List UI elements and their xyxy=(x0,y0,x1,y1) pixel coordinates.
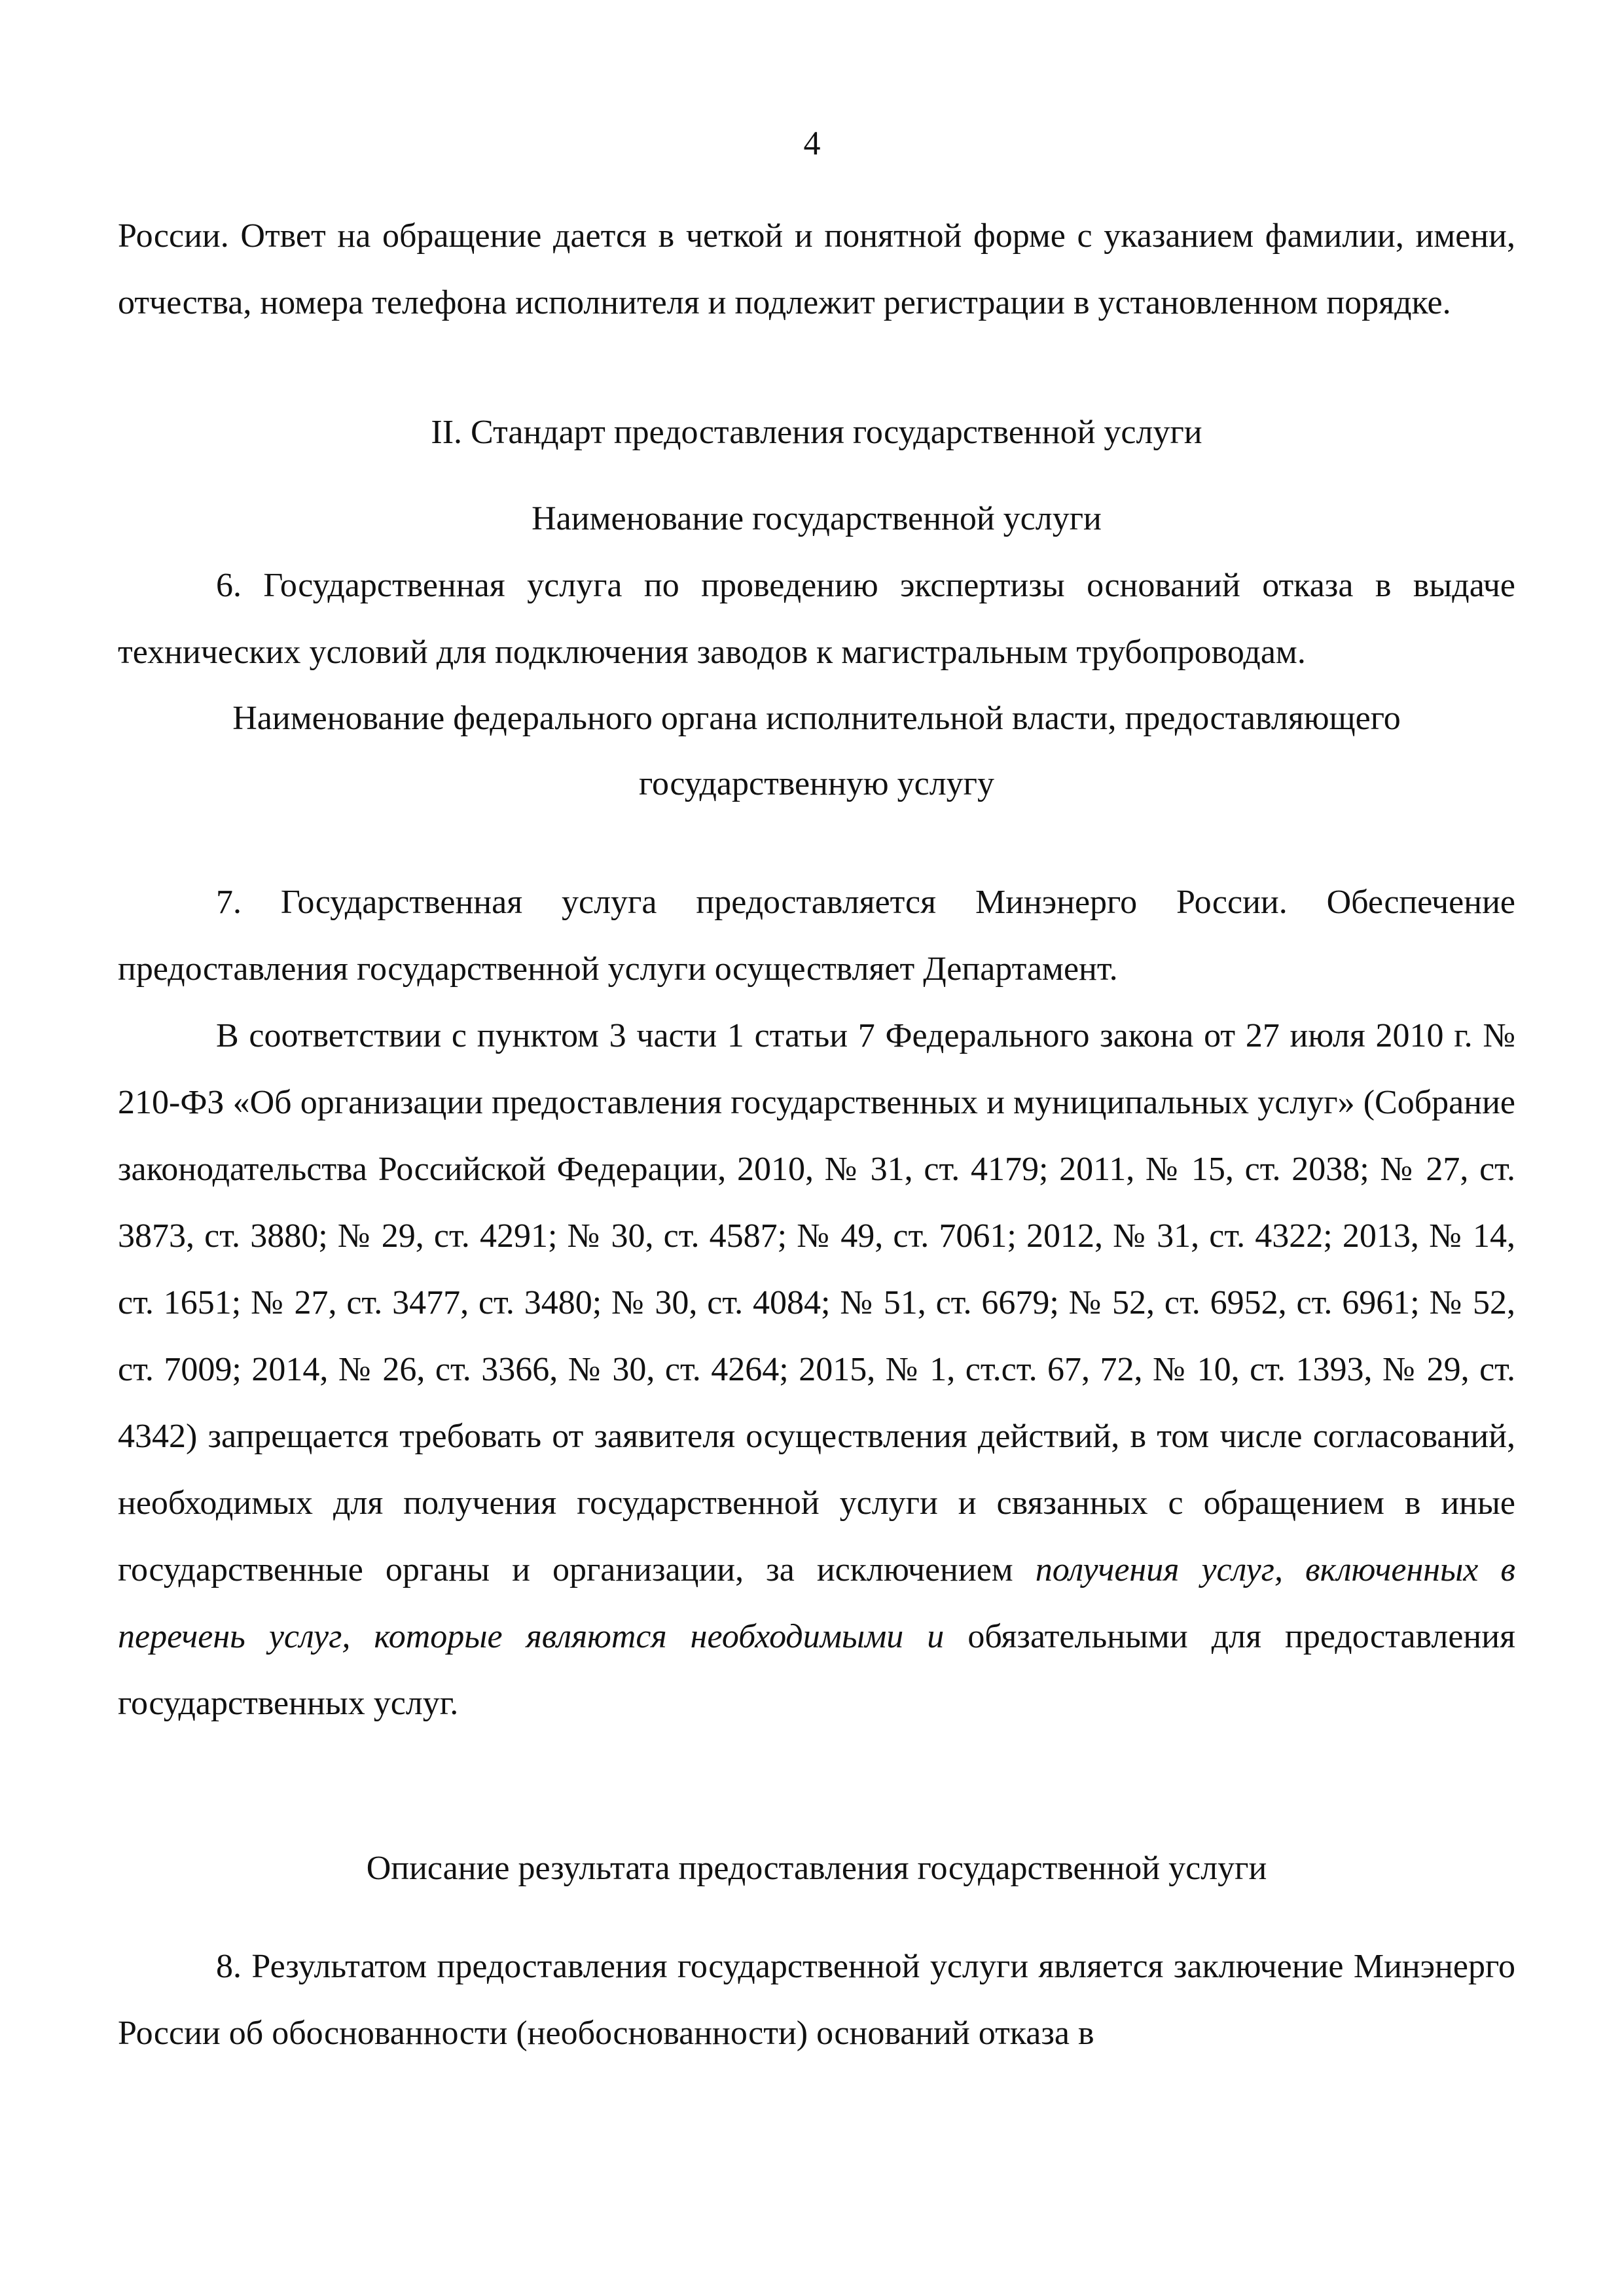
heading-result: Описание результата предоставления государственной услуги xyxy=(366,1850,1267,1887)
paragraph-law-main: В соответствии с пунктом 3 части 1 статьи 7 Федерального закона от 27 июля 2010 г. № 210-ФЗ «Об организации предоставления государственных и муниципальных услуг» (Собрание законодательства Российской Федерации, 2010, № 31, ст. 4179; 2011, № 15, ст. 2038; № 27, ст. 3873, ст. 3880; № 29, ст. 4291; № 30, ст. 4587; № 49, ст. 7061; 2012, № 31, ст. 4322; 2013, № 14, ст. 1651; № 27, ст. 3477, ст. 3480; № 30, ст. 4084; № 51, ст. 6679; № 52, ст. 6952, ст. 6961; № 52, ст. 7009; 2014, № 26, ст. 3366, № 30, ст. 4264; 2015, № 1, ст.ст. 67, 72, № 10, ст. 1393, № 29, ст. 4342) запрещается требовать от заявителя осуществления действий, в том числе согласований, необходимых для получения государственной услуги и связанных с обращением в иные государственные органы и организации, за исключением xyxy=(118,1017,1515,1588)
paragraph-law xyxy=(118,1003,1515,1737)
paragraph-7: 7. Государственная услуга предоставляется Минэнерго России. Обеспечение предоставления государственной услуги осуществляет Департамент. xyxy=(118,884,1515,988)
page-number: 4 xyxy=(803,125,821,162)
paragraph-intro: России. Ответ на обращение дается в четкой и понятной форме с указанием фамилии, имени, отчества, номера телефона исполнителя и подлежит регистрации в установленном порядке. xyxy=(118,217,1515,321)
paragraph-8: 8. Результатом предоставления государственной услуги является заключение Минэнерго России об обоснованности (необоснованности) оснований отказа в xyxy=(118,1948,1515,2052)
heading-service-name: Наименование государственной услуги xyxy=(532,500,1102,537)
paragraph-law-italic: получения услуг, включенных в перечень услуг, которые являются необходимыми и xyxy=(118,1551,1516,1655)
heading-authority: Наименование федерального органа исполнительной власти, предоставляющего государственную услугу xyxy=(232,700,1401,802)
paragraph-law-tail: обязательными для предоставления государственных услуг. xyxy=(118,1618,1515,1722)
section-title: II. Стандарт предоставления государственной услуги xyxy=(431,414,1202,451)
document-body xyxy=(118,203,1515,2067)
paragraph-6: 6. Государственная услуга по проведению экспертизы оснований отказа в выдаче технических условий для подключения заводов к магистральным трубопроводам. xyxy=(118,567,1515,671)
